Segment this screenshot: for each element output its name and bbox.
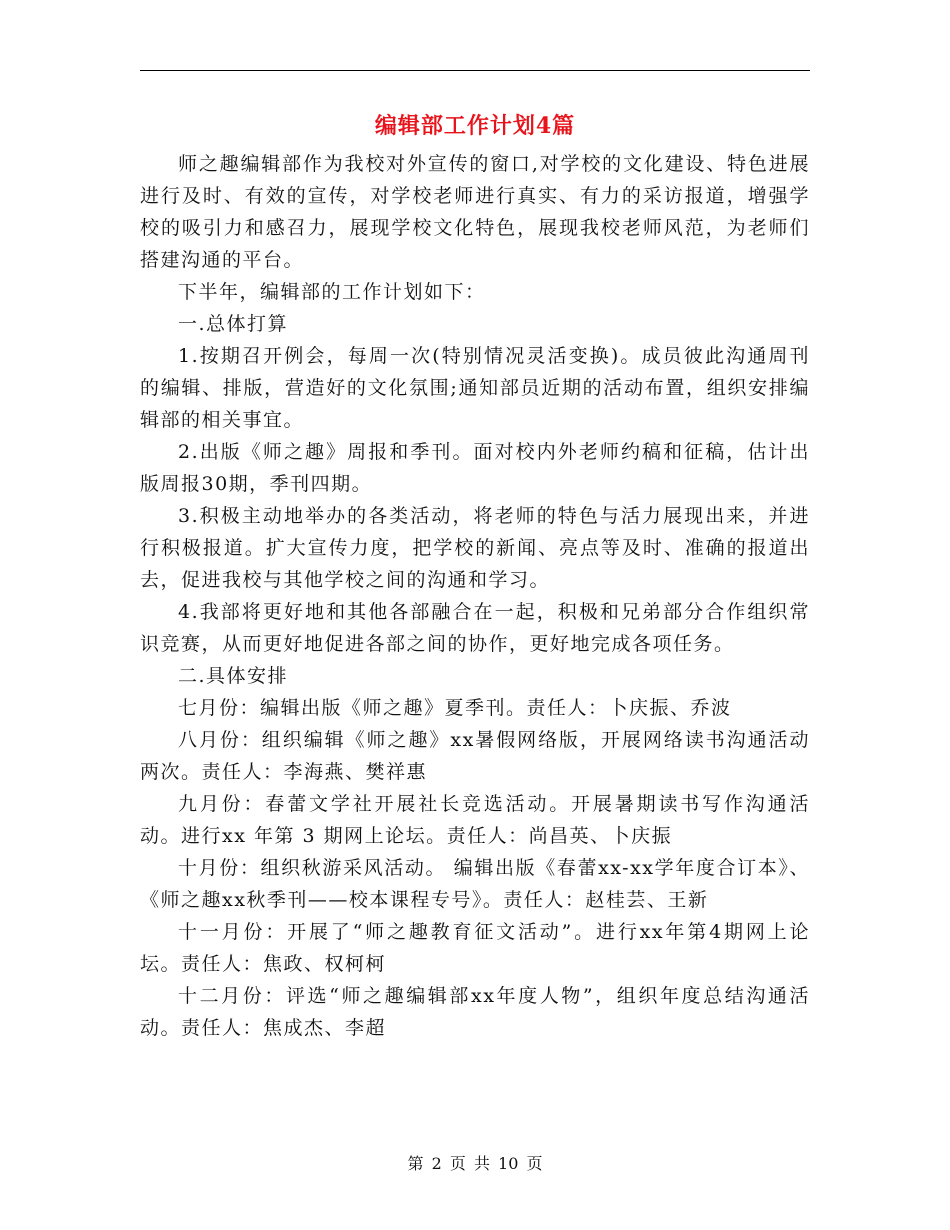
overall-item-3: 3.积极主动地举办的各类活动，将老师的特色与活力展现出来，并进行积极报道。扩大宣传力度，把学校的新闻、亮点等及时、准确的报道出去，促进我校与其他学校之间的沟通和学习。	[140, 505, 810, 591]
schedule-september: 九月份：春蕾文学社开展社长竞选活动。开展暑期读书写作沟通活动。进行xx 年第 3 期网上论坛。责任人：尚昌英、卜庆振	[140, 793, 810, 847]
schedule-december: 十二月份：评选“师之趣编辑部xx年度人物”，组织年度总结沟通活动。责任人：焦成杰、李超	[140, 985, 810, 1039]
overall-item-4: 4.我部将更好地和其他各部融合在一起，积极和兄弟部分合作组织常识竞赛，从而更好地促进各部之间的协作，更好地完成各项任务。	[140, 601, 810, 655]
document-title: 编辑部工作计划4篇	[374, 113, 576, 139]
document-body	[140, 148, 810, 1044]
intro-paragraph: 师之趣编辑部作为我校对外宣传的窗口,对学校的文化建设、特色进展进行及时、有效的宣传，对学校老师进行真实、有力的采访报道，增强学校的吸引力和感召力，展现学校文化特色，展现我校老师风范，为老师们搭建沟通的平台。	[140, 153, 810, 271]
overall-item-2: 2.出版《师之趣》周报和季刊。面对校内外老师约稿和征稿，估计出版周报30期，季刊四期。	[140, 441, 810, 495]
plan-lead-paragraph: 下半年，编辑部的工作计划如下：	[178, 281, 486, 303]
schedule-november: 十一月份：开展了“师之趣教育征文活动”。进行xx年第4期网上论坛。责任人：焦政、权柯柯	[140, 921, 810, 975]
page-number-footer: 第 2 页 共 10 页	[407, 1154, 543, 1173]
section-heading-schedule: 二.具体安排	[178, 665, 289, 687]
overall-item-1: 1.按期召开例会，每周一次(特别情况灵活变换)。成员彼此沟通周刊的编辑、排版，营造好的文化氛围;通知部员近期的活动布置，组织安排编辑部的相关事宜。	[140, 345, 810, 431]
schedule-july: 七月份：编辑出版《师之趣》夏季刊。责任人：卜庆振、乔波	[178, 697, 732, 719]
schedule-august: 八月份：组织编辑《师之趣》xx暑假网络版，开展网络读书沟通活动两次。责任人：李海燕、樊祥惠	[140, 729, 810, 783]
section-heading-overall: 一.总体打算	[178, 313, 289, 335]
schedule-october: 十月份：组织秋游采风活动。 编辑出版《春蕾xx-xx学年度合订本》、《师之趣xx秋季刊——校本课程专号》。责任人：赵桂芸、王新	[140, 857, 810, 911]
header-rule	[140, 70, 810, 71]
